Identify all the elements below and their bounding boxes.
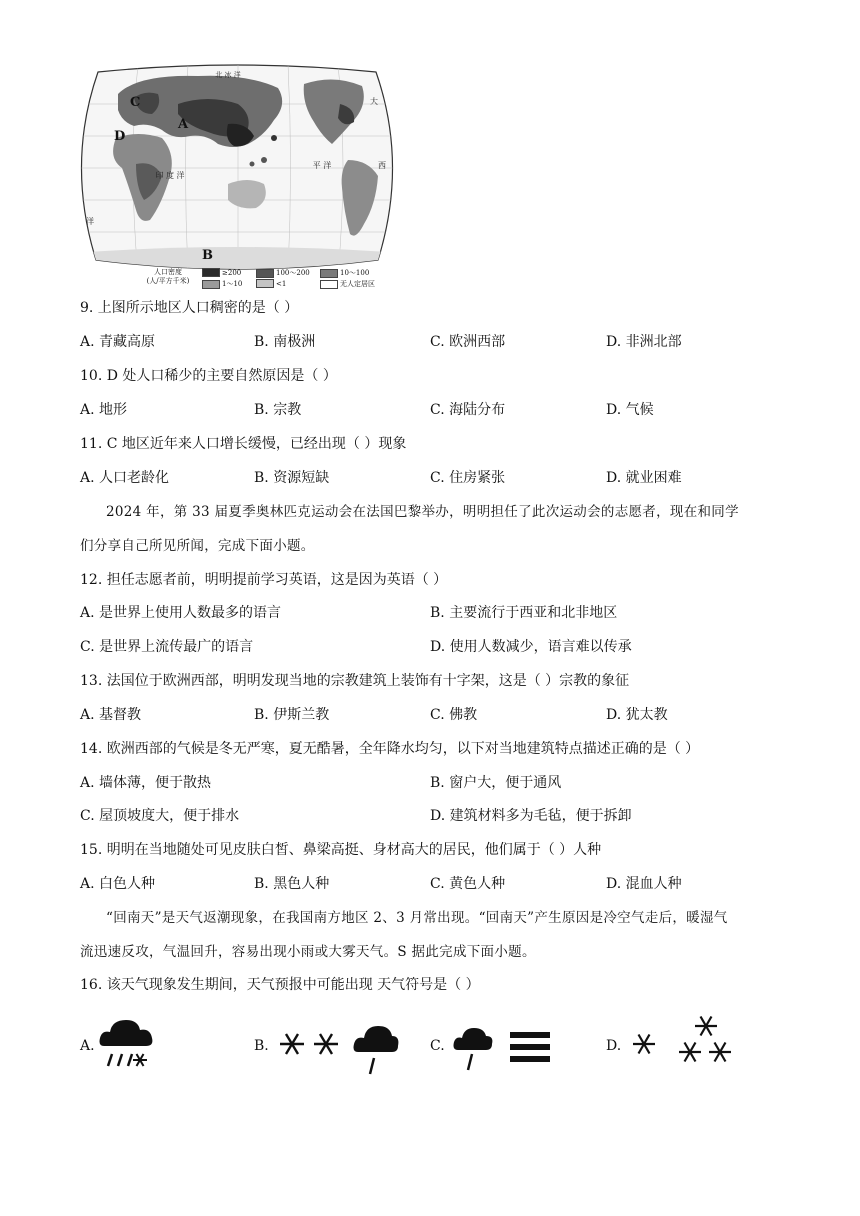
map-point-b: B bbox=[202, 248, 213, 263]
question-9-option-a[interactable]: A. 青藏高原 bbox=[80, 334, 156, 350]
snow-and-rain-icon bbox=[276, 1022, 400, 1078]
question-11-option-a[interactable]: A. 人口老龄化 bbox=[80, 470, 170, 486]
map-label-pacific: 平 洋 bbox=[312, 161, 332, 170]
question-14-stem: 14. 欧洲西部的气候是冬无严寒，夏无酷暑，全年降水均匀，以下对当地建筑特点描述正确的是（ ） bbox=[80, 741, 700, 757]
question-11-option-c[interactable]: C. 住房紧张 bbox=[430, 470, 506, 486]
legend-swatch bbox=[202, 268, 220, 277]
question-11-option-b[interactable]: B. 资源短缺 bbox=[254, 470, 330, 486]
question-12-option-b[interactable]: B. 主要流行于西亚和北非地区 bbox=[430, 605, 618, 621]
question-14-option-c[interactable]: C. 屋顶坡度大，便于排水 bbox=[80, 808, 240, 824]
passage-1-line-1: 2024 年，第 33 届夏季奥林匹克运动会在法国巴黎举办，明明担任了此次运动会的志愿者，现在和同学 bbox=[106, 504, 739, 520]
passage-1-line-2: 们分享自己所见所闻，完成下面小题。 bbox=[80, 538, 315, 554]
map-point-d: D bbox=[114, 129, 126, 144]
sleet-icon bbox=[98, 1014, 158, 1076]
rain-and-fog-icon bbox=[452, 1026, 556, 1076]
map-label-arctic: 北 冰 洋 bbox=[215, 71, 241, 79]
question-12-option-a[interactable]: A. 是世界上使用人数最多的语言 bbox=[80, 605, 282, 621]
legend-swatch bbox=[256, 269, 274, 278]
question-11-option-d[interactable]: D. 就业困难 bbox=[606, 470, 682, 486]
question-13-option-a[interactable]: A. 基督教 bbox=[80, 707, 142, 723]
map-label-xi: 西 bbox=[378, 161, 386, 170]
question-13-stem: 13. 法国位于欧洲西部，明明发现当地的宗教建筑上装饰有十字架，这是（ ）宗教的象征 bbox=[80, 673, 630, 689]
question-15-option-a[interactable]: A. 白色人种 bbox=[80, 876, 156, 892]
question-11-stem: 11. C 地区近年来人口增长缓慢，已经出现（ ）现象 bbox=[80, 436, 407, 452]
question-10-option-a[interactable]: A. 地形 bbox=[80, 402, 128, 418]
legend-swatch bbox=[256, 279, 274, 288]
question-13-option-d[interactable]: D. 犹太教 bbox=[606, 707, 668, 723]
legend-label: ≥200 bbox=[222, 268, 242, 277]
legend-item bbox=[320, 279, 375, 289]
legend-title-line-2: (人/平方千米) bbox=[146, 277, 190, 285]
snow-icon bbox=[628, 1012, 738, 1072]
legend-item bbox=[202, 279, 242, 289]
legend-label: <1 bbox=[276, 279, 287, 288]
legend-label: 10～100 bbox=[340, 269, 370, 277]
question-10-option-c[interactable]: C. 海陆分布 bbox=[430, 402, 506, 418]
map-label-atlantic: 洋 bbox=[86, 217, 94, 226]
question-10-option-d[interactable]: D. 气候 bbox=[606, 402, 654, 418]
legend-label: 100～200 bbox=[276, 269, 310, 277]
question-9-option-d[interactable]: D. 非洲北部 bbox=[606, 334, 682, 350]
question-13-option-c[interactable]: C. 佛教 bbox=[430, 707, 478, 723]
question-16-option-a[interactable]: A. bbox=[80, 1038, 95, 1054]
question-16-option-c[interactable]: C. bbox=[430, 1038, 445, 1054]
question-14-option-a[interactable]: A. 墙体薄，便于散热 bbox=[80, 775, 212, 791]
question-16-stem: 16. 该天气现象发生期间，天气预报中可能出现 天气符号是（ ） bbox=[80, 977, 480, 993]
question-12-stem: 12. 担任志愿者前，明明提前学习英语，这是因为英语（ ） bbox=[80, 572, 448, 588]
question-13-option-b[interactable]: B. 伊斯兰教 bbox=[254, 707, 330, 723]
question-15-option-c[interactable]: C. 黄色人种 bbox=[430, 876, 506, 892]
question-10-option-b[interactable]: B. 宗教 bbox=[254, 402, 302, 418]
legend-item bbox=[256, 268, 310, 278]
map-point-c: C bbox=[130, 95, 141, 110]
passage-2-line-2: 流迅速反攻，气温回升，容易出现小雨或大雾天气。S 据此完成下面小题。 bbox=[80, 944, 536, 960]
question-10-stem: 10. D 处人口稀少的主要自然原因是（ ） bbox=[80, 368, 337, 384]
question-14-option-d[interactable]: D. 建筑材料多为毛毡，便于拆卸 bbox=[430, 808, 632, 824]
question-15-stem: 15. 明明在当地随处可见皮肤白皙、鼻梁高挺、身材高大的居民，他们属于（ ）人种 bbox=[80, 842, 602, 858]
legend-label: 无人定居区 bbox=[340, 280, 375, 288]
legend-title-line-1: 人口密度 bbox=[154, 268, 182, 276]
legend-swatch bbox=[320, 269, 338, 278]
question-12-option-d[interactable]: D. 使用人数减少，语言难以传承 bbox=[430, 639, 632, 655]
world-map-image bbox=[78, 64, 396, 290]
legend-item bbox=[320, 268, 369, 278]
population-density-map bbox=[78, 64, 396, 290]
question-12-option-c[interactable]: C. 是世界上流传最广的语言 bbox=[80, 639, 254, 655]
legend-title bbox=[138, 268, 198, 286]
question-16-option-b[interactable]: B. bbox=[254, 1038, 269, 1054]
question-9-stem: 9. 上图所示地区人口稠密的是（ ） bbox=[80, 300, 299, 316]
question-15-option-d[interactable]: D. 混血人种 bbox=[606, 876, 682, 892]
legend-item bbox=[256, 279, 286, 288]
question-16-option-d[interactable]: D. bbox=[606, 1038, 622, 1054]
map-legend bbox=[138, 266, 396, 290]
question-9-option-b[interactable]: B. 南极洲 bbox=[254, 334, 316, 350]
map-label-da: 大 bbox=[370, 97, 378, 106]
map-label-indian-ocean: 印 度 洋 bbox=[155, 171, 185, 180]
map-point-a: A bbox=[178, 117, 189, 132]
passage-2-line-1: “回南天”是天气返潮现象，在我国南方地区 2、3 月常出现。“回南天”产生原因是冷空气走后，暖湿气 bbox=[106, 910, 728, 926]
legend-item bbox=[202, 268, 241, 277]
question-15-option-b[interactable]: B. 黑色人种 bbox=[254, 876, 330, 892]
question-14-option-b[interactable]: B. 窗户大，便于通风 bbox=[430, 775, 562, 791]
legend-label: 1～10 bbox=[222, 280, 243, 288]
question-9-option-c[interactable]: C. 欧洲西部 bbox=[430, 334, 506, 350]
legend-swatch bbox=[202, 280, 220, 289]
legend-swatch bbox=[320, 280, 338, 289]
